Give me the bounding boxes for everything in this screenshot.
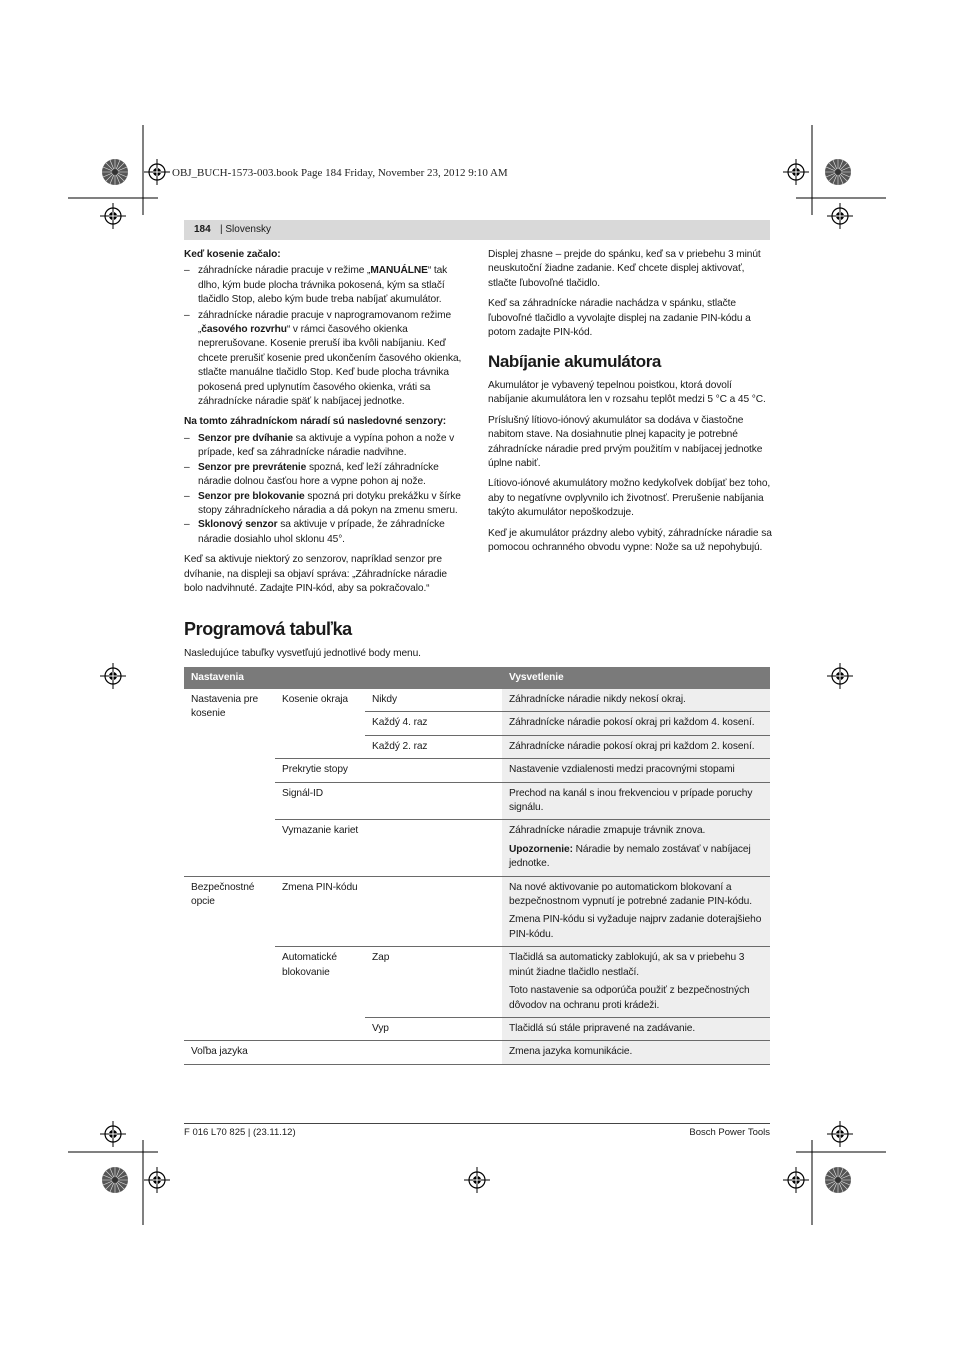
table-row — [184, 689, 770, 712]
program-table-intro: Nasledujúce tabuľky vysvetľujú jednotlivé body menu. — [184, 648, 421, 659]
page-number: 184 — [194, 224, 211, 235]
table-header-row — [184, 667, 770, 689]
cell-mowing-settings: Nastavenia pre kosenie — [184, 689, 275, 876]
battery-supply-paragraph: Príslušný lítiovo-iónový akumulátor sa dodáva v čiastočne nabitom stave. Na dosiahnutie plnej kapacity je potrebné záhradnícke náradie pred prvým použitím v nabíjacej jednotke úplne nabiť. — [488, 414, 763, 470]
cell-on: Zap — [365, 947, 502, 1018]
sensor-item-tilt-over: – Senzor pre prevrátenie spozná, keď leží záhradnícke náradie dolnou časťou hore a vypne pohon aj nože. — [184, 461, 439, 488]
footer-rule — [184, 1123, 770, 1124]
sensors-heading: Na tomto záhradníckom náradí sú nasledovné senzory: — [184, 416, 447, 428]
file-header: OBJ_BUCH-1573-003.book Page 184 Friday, November 23, 2012 9:10 AM — [172, 167, 508, 179]
header-settings: Nastavenia — [184, 667, 502, 689]
cell-off: Vyp — [365, 1017, 502, 1040]
cell-security-options: Bezpečnostné opcie — [184, 876, 275, 1041]
footer-brand: Bosch Power Tools — [689, 1127, 770, 1138]
cell-explanation: Zmena jazyka komunikácie. — [502, 1041, 770, 1064]
program-table — [184, 667, 770, 1065]
cell-explanation: Tlačidlá sa automaticky zablokujú, ak sa v priebehu 3 minút žiadne tlačidlo nestlačí. Toto nastavenie sa odporúča použiť z bezpečnostných dôvodov na ochranu proti krádeži. — [502, 947, 770, 1018]
cell-every-4th: Každý 4. raz — [365, 712, 502, 735]
battery-recharge-paragraph: Lítiovo-iónové akumulátory možno kedykoľvek dobíjať bez toho, aby to negatívne ovplyvnilo ich životnosť. Prerušenie nabíjania takýto akumulátor nepoškodzuje. — [488, 478, 771, 519]
schedule-mode-item: – záhradnícke náradie pracuje v naprogramovanom režime „časového rozvrhu“ v rámci časového okienka neprerušovane. Kosenie preruší iba kvôli nabíjaniu. Keď chcete prerušiť kosenie pred ukončením časového okienka, stlačte manuálne tlačidlo Stop. Keď bude plocha trávnika pokosená pred uplynutím časového okienka, vráti sa záhradnícke náradie späť k nabíjacej jednotke. — [184, 309, 462, 408]
cell-explanation: Záhradnícke náradie zmapuje trávnik znova. Upozornenie: Náradie by nemalo zostávať v nabíjacej jednotke. — [502, 820, 770, 876]
cell-explanation: Záhradnícke náradie nikdy nekosí okraj. — [502, 689, 770, 712]
left-column — [184, 248, 468, 602]
page-header-bar — [184, 220, 770, 240]
sensor-message-paragraph: Keď sa aktivuje niektorý zo senzorov, napríklad senzor pre dvíhanie, na displeji sa objaví správa: „Záhradnícke náradie bolo nadvihnuté. Zadajte PIN-kód, aby sa pokračovalo.“ — [184, 554, 447, 594]
cell-explanation: Prechod na kanál s inou frekvenciou v prípade poruchy signálu. — [502, 782, 770, 820]
cell-auto-lock: Automatické blokovanie — [275, 947, 365, 1041]
cell-signal-id: Signál-ID — [275, 782, 502, 820]
cell-explanation: Tlačidlá sú stále pripravené na zadávanie. — [502, 1017, 770, 1040]
sensor-item-lift: – Senzor pre dvíhanie sa aktivuje a vypína pohon a nože v prípade, keď sa záhradnícke náradie nadvihne. — [184, 432, 455, 459]
cell-never: Nikdy — [365, 689, 502, 712]
mowing-started-heading: Keď kosenie začalo: — [184, 249, 281, 260]
cell-change-pin: Zmena PIN-kódu — [275, 876, 502, 947]
sensor-item-slope: – Sklonový senzor sa aktivuje v prípade, že záhradnícke náradie dosiahlo uhol sklonu 45°. — [184, 519, 445, 545]
table-row — [184, 1041, 770, 1064]
battery-charging-heading: Nabíjanie akumulátora — [488, 352, 661, 371]
sensor-item-block: – Senzor pre blokovanie spozná pri dotyku prekážku v šírke stopy záhradníckeho náradia a dá pokyn na zmenu smeru. — [184, 490, 461, 516]
cell-every-2nd: Každý 2. raz — [365, 735, 502, 758]
cell-explanation: Záhradnícke náradie pokosí okraj pri každom 2. kosení. — [502, 735, 770, 758]
cell-edge-mowing: Kosenie okraja — [275, 689, 365, 759]
battery-empty-paragraph: Keď je akumulátor prázdny alebo vybitý, záhradnícke náradie sa pomocou ochranného obvodu vypne: Nože sa už nepohybujú. — [488, 527, 772, 554]
cell-delete-maps: Vymazanie kariet — [275, 820, 502, 876]
display-sleep-paragraph: Displej zhasne – prejde do spánku, keď sa v priebehu 3 minút neuskutoční žiadne zadanie. Keď chcete displej aktivovať, stlačte ľubovoľné tlačidlo. — [488, 249, 761, 289]
cell-explanation: Nastavenie vzdialenosti medzi pracovnými stopami — [502, 759, 770, 782]
header-explanation: Vysvetlenie — [502, 667, 770, 689]
cell-language: Voľba jazyka — [184, 1041, 502, 1064]
footer-document-id: F 016 L70 825 | (23.11.12) — [184, 1127, 296, 1138]
battery-column — [488, 379, 772, 561]
cell-track-overlap: Prekrytie stopy — [275, 759, 502, 782]
table-row — [184, 876, 770, 947]
cell-explanation: Záhradnícke náradie pokosí okraj pri každom 4. kosení. — [502, 712, 770, 735]
battery-temp-paragraph: Akumulátor je vybavený tepelnou poistkou, ktorá dovolí nabíjanie akumulátora len v rozsahu teplôt medzi 5 °C a 45 °C. — [488, 380, 766, 406]
program-table-heading: Programová tabuľka — [184, 619, 352, 639]
display-wake-paragraph: Keď sa záhradnícke náradie nachádza v spánku, stlačte ľubovoľné tlačidlo a vyvolajte displej na zadanie PIN-kódu a potom zadajte PIN-kód. — [488, 298, 751, 339]
cell-explanation: Na nové aktivovanie po automatickom blokovaní a bezpečnostnom vypnutí je potrebné zadanie PIN-kódu. Zmena PIN-kódu si vyžaduje najprv zadanie doterajšieho PIN-kódu. — [502, 876, 770, 947]
manual-mode-item: – záhradnícke náradie pracuje v režime „MANUÁLNE“ tak dlho, kým bude plocha trávnika pokosená, kým sa stlačí tlačidlo Stop, alebo kým bude treba nabíjať akumulátor. — [184, 265, 448, 306]
right-column — [488, 248, 772, 346]
page-language: | Slovensky — [220, 224, 271, 235]
